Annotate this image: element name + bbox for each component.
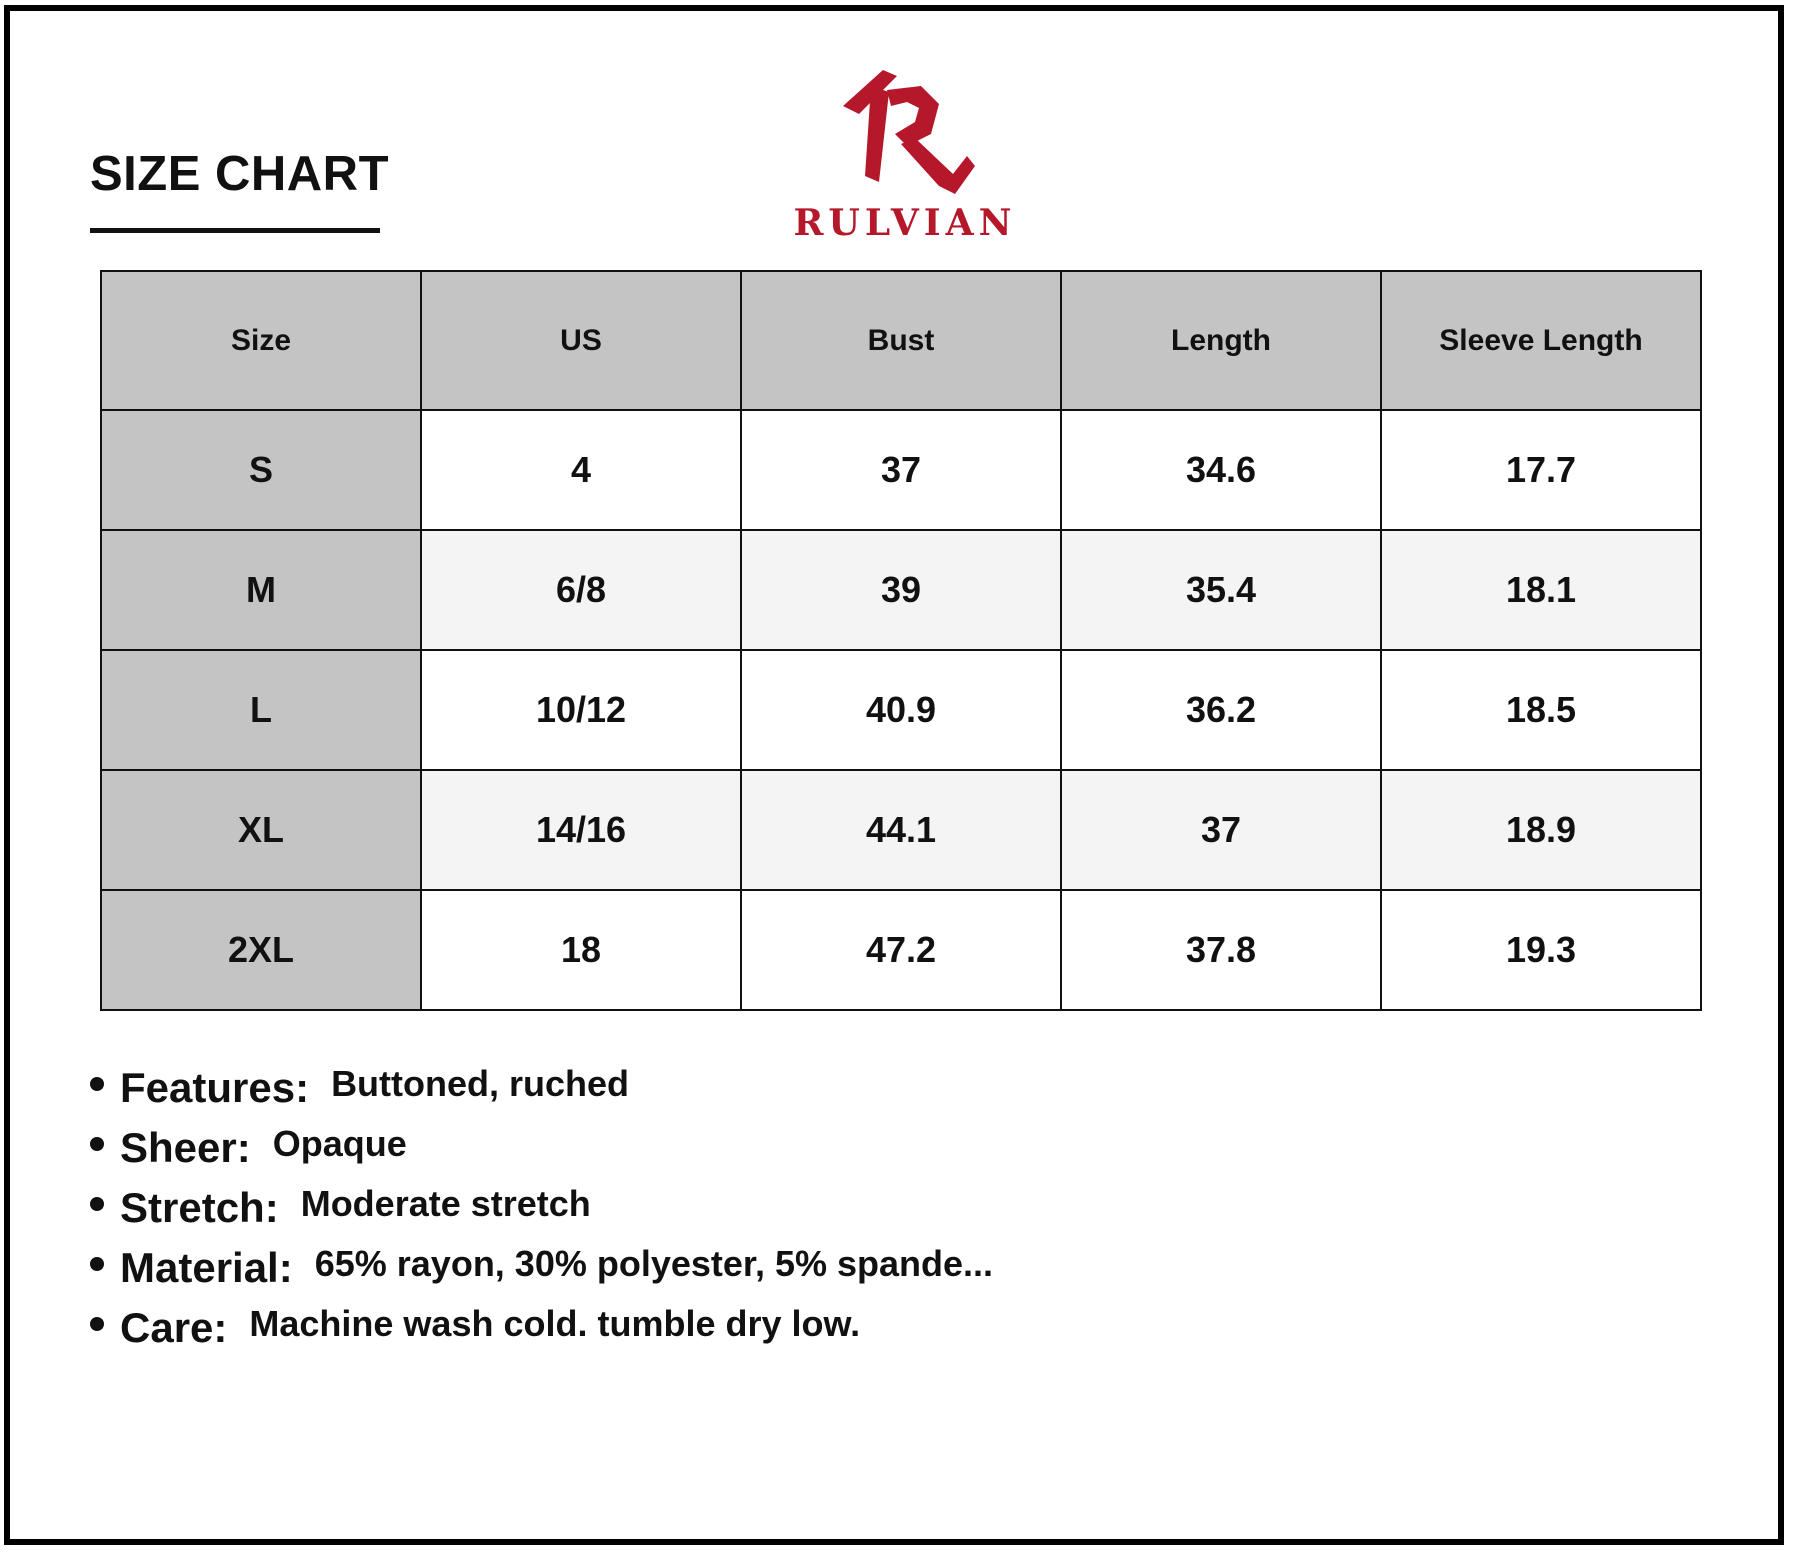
title-underline xyxy=(90,228,380,233)
spec-material xyxy=(90,1238,993,1298)
column-header: US xyxy=(421,271,741,410)
us-size-cell: 10/12 xyxy=(421,650,741,770)
spec-value: Opaque xyxy=(272,1123,407,1164)
table-row xyxy=(101,890,1701,1010)
table-row xyxy=(101,410,1701,530)
table-row xyxy=(101,530,1701,650)
column-header: Sleeve Length xyxy=(1381,271,1701,410)
sleeve-length-cell: 19.3 xyxy=(1381,890,1701,1010)
size-cell: L xyxy=(101,650,421,770)
sleeve-length-cell: 17.7 xyxy=(1381,410,1701,530)
bullet-icon xyxy=(90,1317,104,1331)
size-cell: 2XL xyxy=(101,890,421,1010)
size-cell: M xyxy=(101,530,421,650)
bust-cell: 47.2 xyxy=(741,890,1061,1010)
column-header: Bust xyxy=(741,271,1061,410)
brand-name: RULVIAN xyxy=(793,202,1017,244)
spec-label: Stretch: xyxy=(120,1184,279,1231)
length-cell: 35.4 xyxy=(1061,530,1381,650)
bullet-icon xyxy=(90,1077,104,1091)
size-cell: XL xyxy=(101,770,421,890)
bust-cell: 39 xyxy=(741,530,1061,650)
spec-sheer xyxy=(90,1118,993,1178)
spec-care xyxy=(90,1298,993,1358)
sleeve-length-cell: 18.5 xyxy=(1381,650,1701,770)
bullet-icon xyxy=(90,1197,104,1211)
sleeve-length-cell: 18.9 xyxy=(1381,770,1701,890)
spec-label: Features: xyxy=(120,1064,310,1111)
length-cell: 37 xyxy=(1061,770,1381,890)
table-header-row xyxy=(101,271,1701,410)
bullet-icon xyxy=(90,1137,104,1151)
spec-label: Sheer: xyxy=(120,1124,251,1171)
sleeve-length-cell: 18.1 xyxy=(1381,530,1701,650)
table-row xyxy=(101,770,1701,890)
rulvian-r-logo-icon xyxy=(835,64,975,199)
length-cell: 37.8 xyxy=(1061,890,1381,1010)
table-row xyxy=(101,650,1701,770)
page-title: SIZE CHART xyxy=(90,147,389,201)
bullet-icon xyxy=(90,1257,104,1271)
column-header: Size xyxy=(101,271,421,410)
bust-cell: 40.9 xyxy=(741,650,1061,770)
us-size-cell: 14/16 xyxy=(421,770,741,890)
column-header: Length xyxy=(1061,271,1381,410)
spec-stretch xyxy=(90,1178,993,1238)
spec-value: Moderate stretch xyxy=(300,1183,591,1224)
product-specs-list xyxy=(90,1058,993,1358)
length-cell: 36.2 xyxy=(1061,650,1381,770)
size-cell: S xyxy=(101,410,421,530)
brand-logo xyxy=(775,60,1035,250)
length-cell: 34.6 xyxy=(1061,410,1381,530)
us-size-cell: 6/8 xyxy=(421,530,741,650)
us-size-cell: 4 xyxy=(421,410,741,530)
spec-features xyxy=(90,1058,993,1118)
spec-value: 65% rayon, 30% polyester, 5% spande... xyxy=(314,1243,994,1284)
bust-cell: 44.1 xyxy=(741,770,1061,890)
spec-value: Buttoned, ruched xyxy=(331,1063,630,1104)
us-size-cell: 18 xyxy=(421,890,741,1010)
spec-label: Care: xyxy=(120,1304,228,1351)
size-table xyxy=(100,270,1702,1011)
spec-label: Material: xyxy=(120,1244,293,1291)
spec-value: Machine wash cold. tumble dry low. xyxy=(249,1303,861,1344)
bust-cell: 37 xyxy=(741,410,1061,530)
